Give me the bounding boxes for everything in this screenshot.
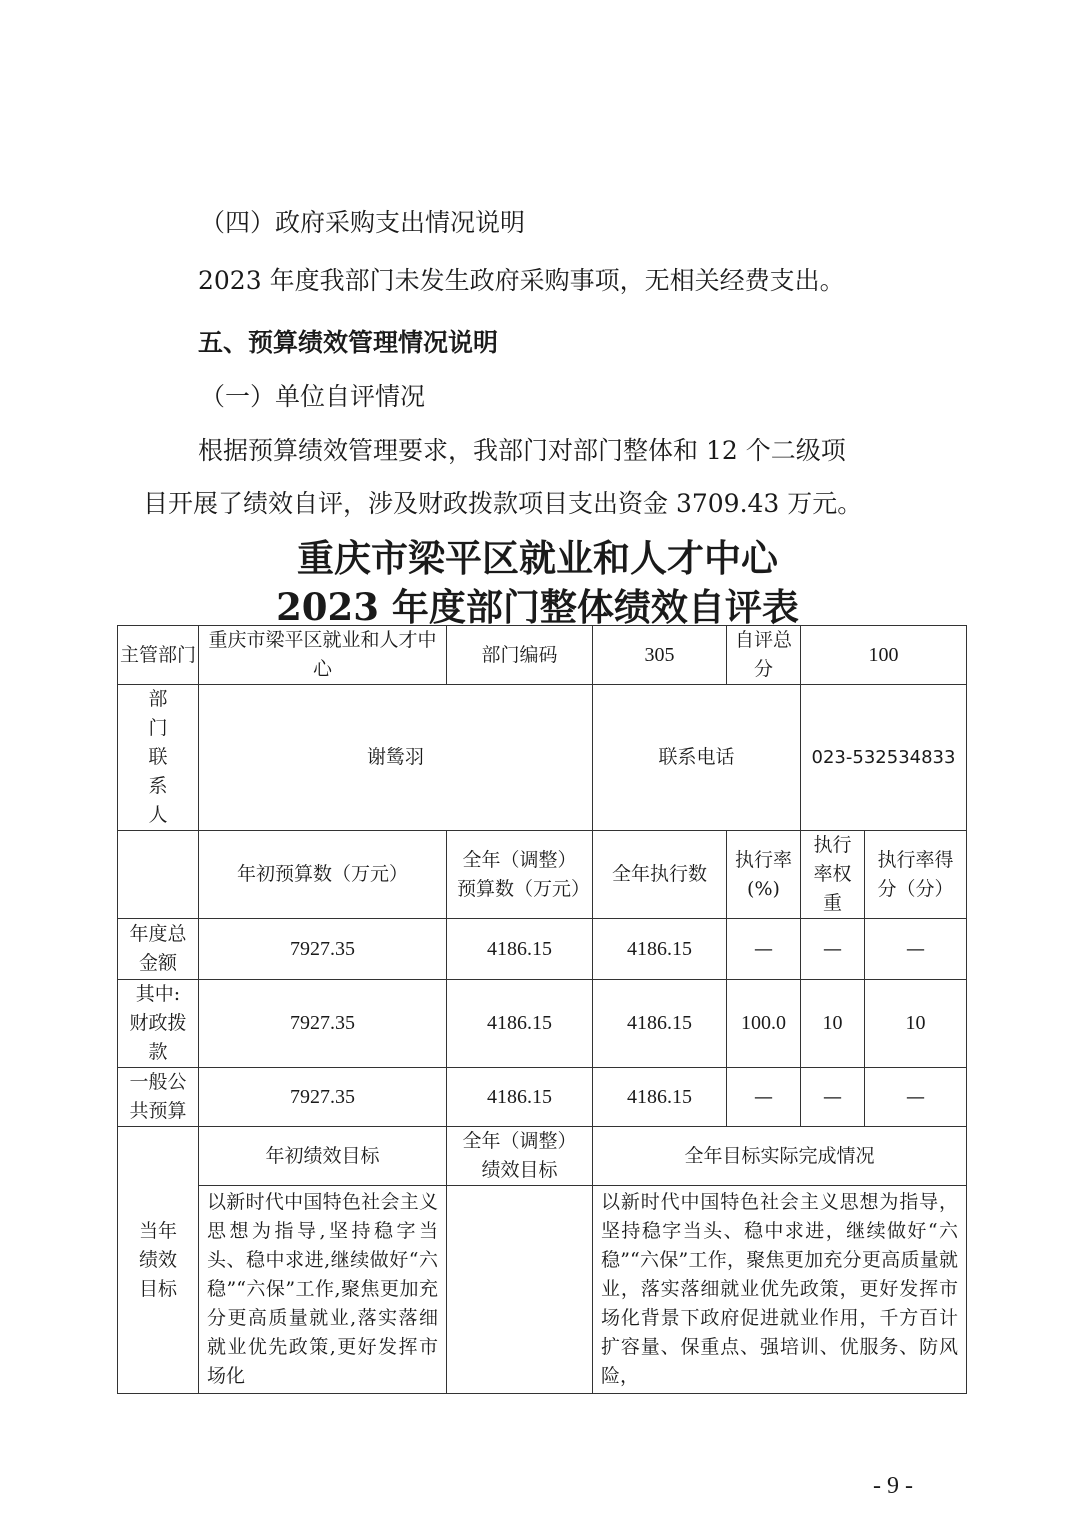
score-value: 100: [801, 626, 967, 685]
row-score: 10: [865, 980, 967, 1068]
col-header-budget: 年初预算数（万元）: [199, 831, 447, 919]
row-executed: 4186.15: [593, 919, 727, 980]
row-rate: —: [727, 919, 801, 980]
col-header-executed: 全年执行数: [593, 831, 727, 919]
code-label: 部门编码: [447, 626, 593, 685]
goal-adjusted-text: [447, 1186, 593, 1394]
goal-initial-text: 以新时代中国特色社会主义思想为指导,坚持稳字当头、稳中求进,继续做好“六稳”“六保”工作,聚焦更加充分更高质量就业,落实落细就业优先政策,更好发挥市场化: [199, 1186, 447, 1394]
table-title-line1: 重庆市梁平区就业和人才中心: [297, 536, 778, 580]
dept-value: 重庆市梁平区就业和人才中心: [199, 626, 447, 685]
table-row: [118, 1068, 967, 1127]
score-label: 自评总分: [727, 626, 801, 685]
row-label: 年度总金额: [118, 919, 199, 980]
section-5-1-text-line1: 根据预算绩效管理要求，我部门对部门整体和 12 个二级项: [198, 436, 846, 465]
row-adjusted: 4186.15: [447, 1068, 593, 1127]
row-weight: 10: [801, 980, 865, 1068]
goal-actual-text: 以新时代中国特色社会主义思想为指导，坚持稳字当头、稳中求进，继续做好“六稳”“六保”工作，聚焦更加充分更高质量就业，落实落细就业优先政策，更好发挥市场化背景下政府促进就业作用，千方百计扩容量、保重点、强培训、优服务、防风险，: [593, 1186, 967, 1394]
section-5-heading: 五、预算绩效管理情况说明: [198, 328, 499, 357]
row-label: 一般公共预算: [118, 1068, 199, 1127]
section-5-1-heading: （一）单位自评情况: [200, 382, 426, 411]
table-row: [118, 919, 967, 980]
table-row: [118, 980, 967, 1068]
contact-value: 谢鸶羽: [199, 685, 593, 831]
goal-header-actual: 全年目标实际完成情况: [593, 1127, 967, 1186]
col-header-adjusted: 全年（调整）预算数（万元）: [447, 831, 593, 919]
row-score: —: [865, 919, 967, 980]
row-executed: 4186.15: [593, 980, 727, 1068]
section-4-heading: （四）政府采购支出情况说明: [200, 208, 526, 237]
performance-evaluation-table: [117, 625, 967, 1394]
phone-value: 023-532534833: [801, 685, 967, 831]
section-4-text: 2023 年度我部门未发生政府采购事项，无相关经费支出。: [198, 266, 845, 295]
row-rate: 100.0: [727, 980, 801, 1068]
dept-label: 主管部门: [118, 626, 199, 685]
row-budget: 7927.35: [199, 919, 447, 980]
goal-header-adjusted: 全年（调整）绩效目标: [447, 1127, 593, 1186]
col-header-score: 执行率得分（分）: [865, 831, 967, 919]
row-rate: —: [727, 1068, 801, 1127]
header-blank: [118, 831, 199, 919]
table-title-line2: 2023 年度部门整体绩效自评表: [276, 585, 799, 629]
col-header-rate: 执行率(%): [727, 831, 801, 919]
phone-label: 联系电话: [593, 685, 801, 831]
section-5-1-text-line2: 目开展了绩效自评，涉及财政拨款项目支出资金 3709.43 万元。: [143, 489, 863, 518]
row-weight: —: [801, 1068, 865, 1127]
row-executed: 4186.15: [593, 1068, 727, 1127]
row-adjusted: 4186.15: [447, 919, 593, 980]
row-adjusted: 4186.15: [447, 980, 593, 1068]
code-value: 305: [593, 626, 727, 685]
page-number: - 9 -: [873, 1473, 913, 1499]
goal-header-initial: 年初绩效目标: [199, 1127, 447, 1186]
contact-label: 部门联系人: [118, 685, 199, 831]
goal-label: 当年绩效目标: [118, 1127, 199, 1394]
row-budget: 7927.35: [199, 1068, 447, 1127]
row-label: 其中:财政拨款: [118, 980, 199, 1068]
row-score: —: [865, 1068, 967, 1127]
row-budget: 7927.35: [199, 980, 447, 1068]
col-header-weight: 执行率权重: [801, 831, 865, 919]
row-weight: —: [801, 919, 865, 980]
